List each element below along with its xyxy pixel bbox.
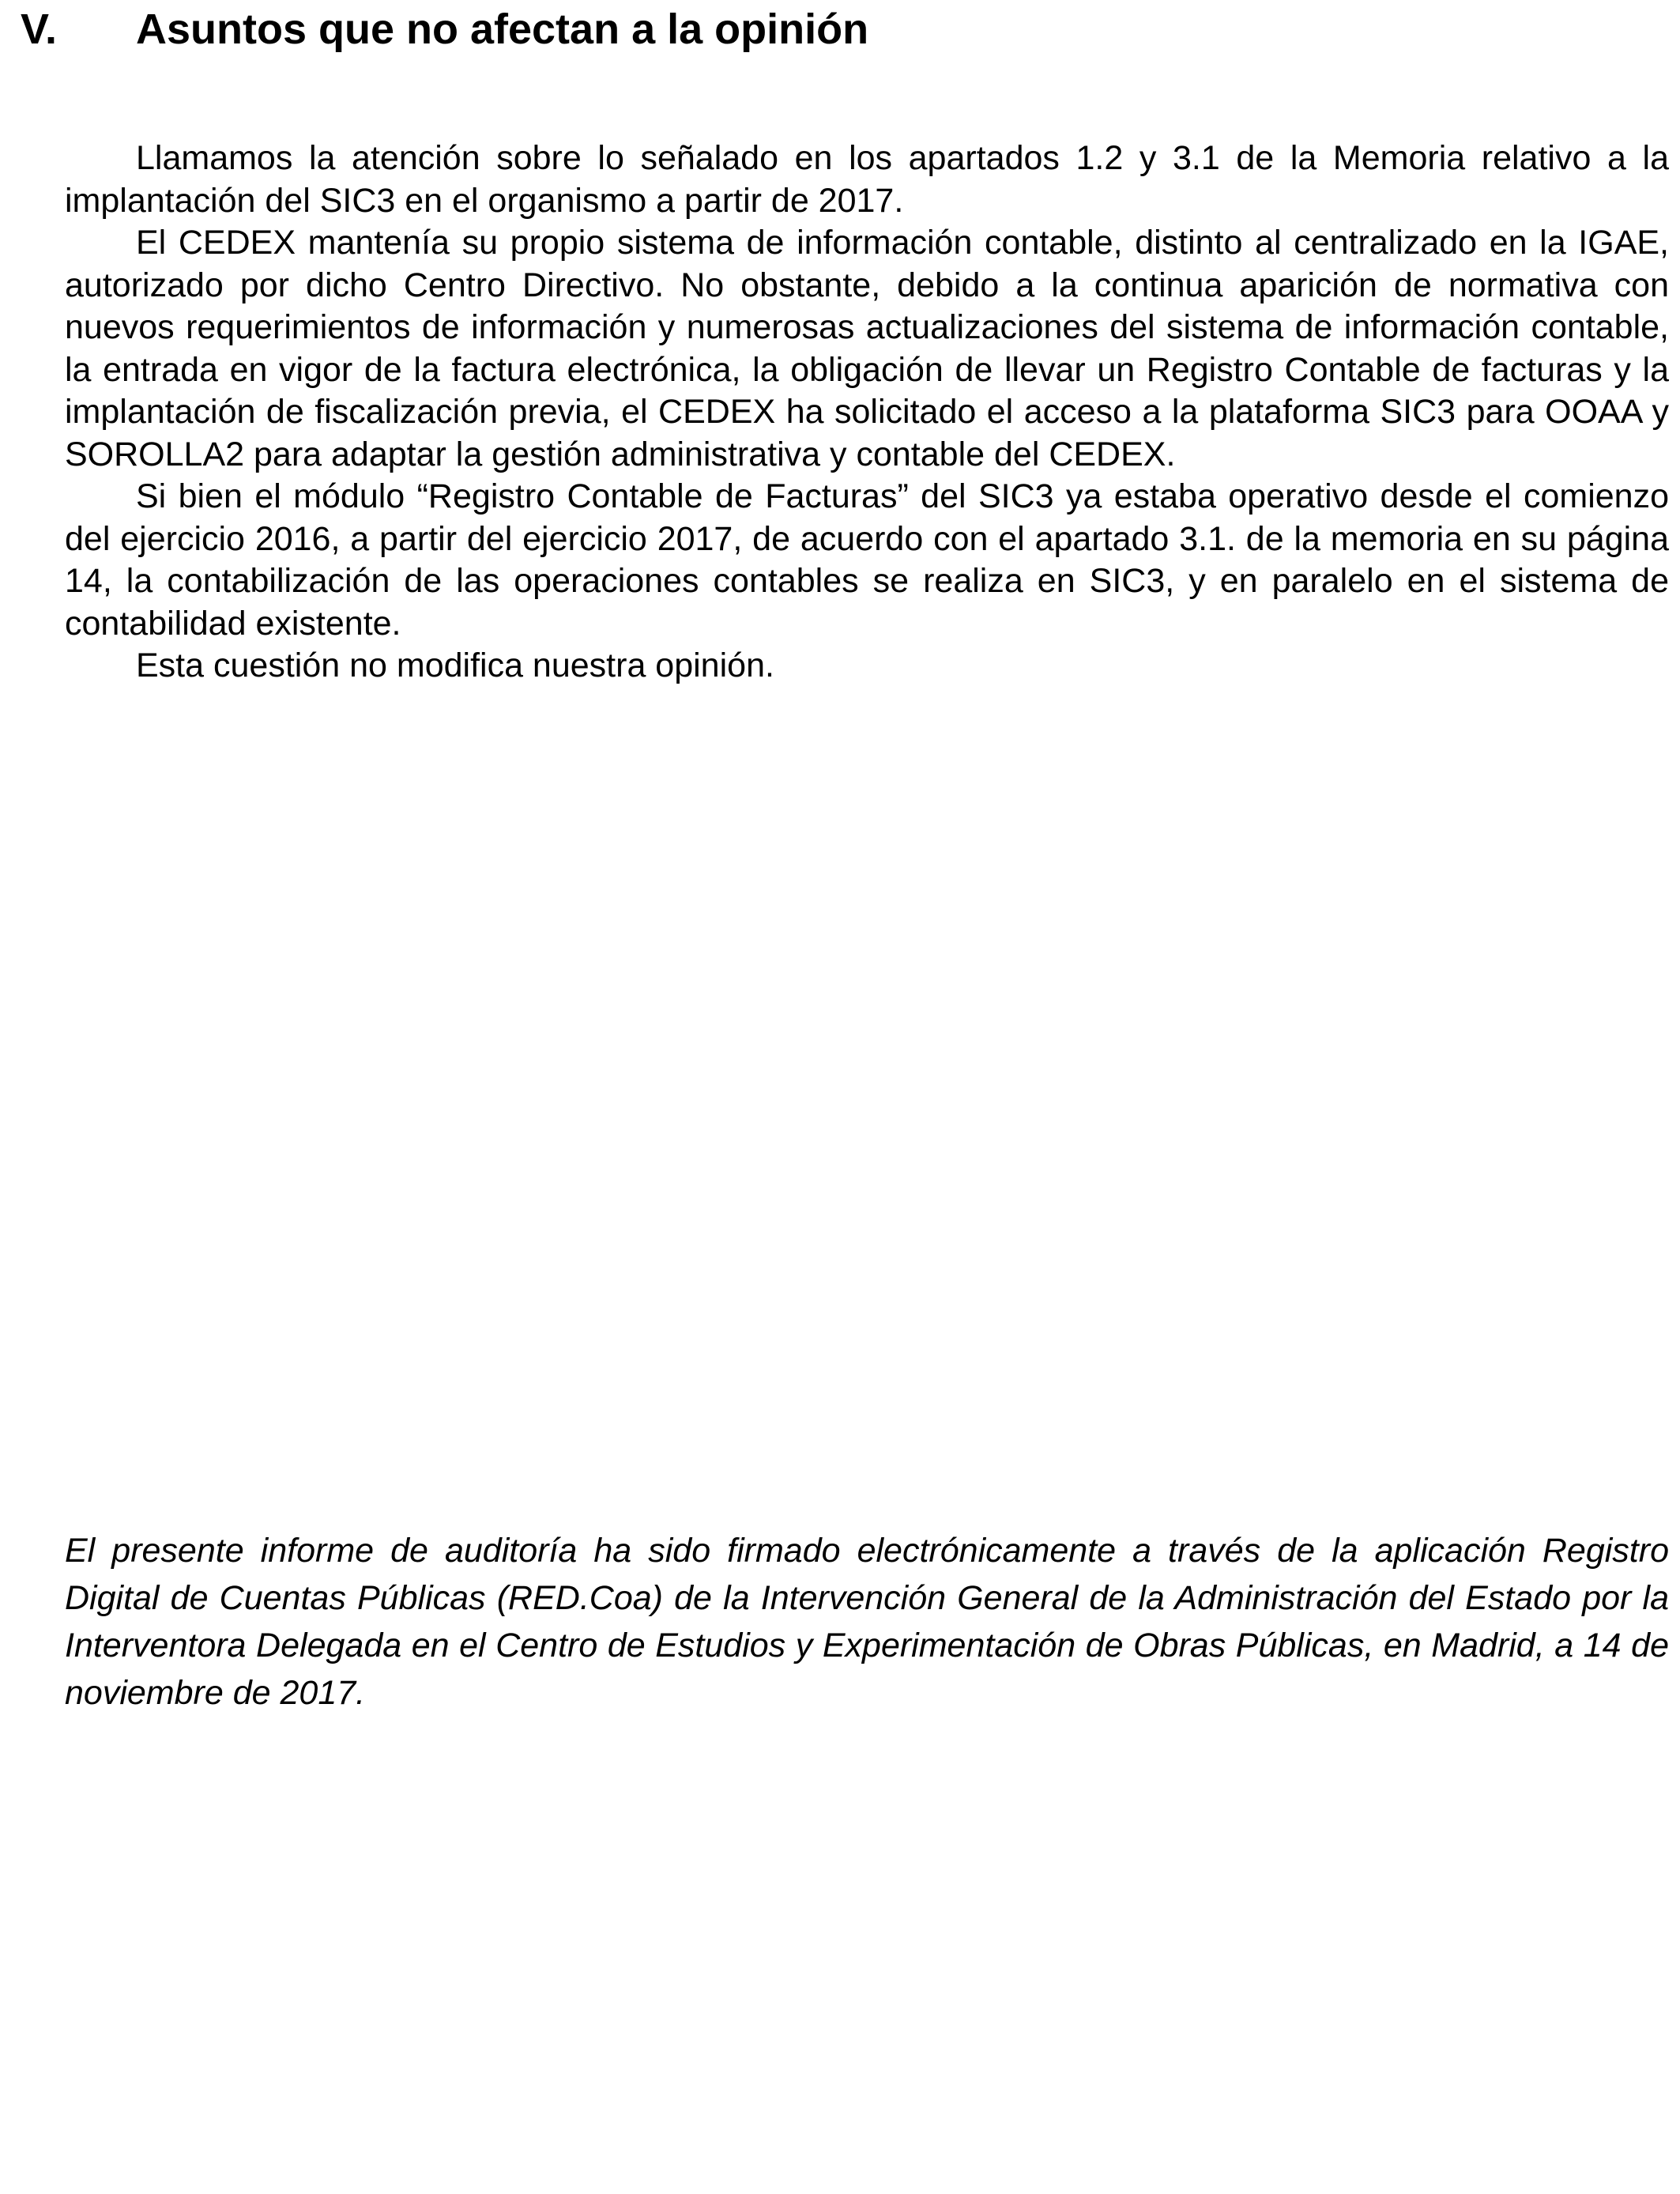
paragraph: Esta cuestión no modifica nuestra opinión. (136, 647, 774, 684)
section-title: Asuntos que no afectan a la opinión (136, 6, 869, 53)
signature-note-text: El presente informe de auditoría ha sido firmado electrónicamente a través de la aplicación Registro Digital de Cuentas Públicas (RED.Coa) de la Intervención General de la Administración del Estado por la Interventora Delegada en el Centro de Estudios y Experimentación de Obras Públicas, en Madrid, a 14 de noviembre de 2017. (65, 1532, 1669, 1712)
paragraph: Si bien el módulo “Registro Contable de Facturas” del SIC3 ya estaba operativo desde el comienzo del ejercicio 2016, a partir del ejercicio 2017, de acuerdo con el apartado 3.1. de la memoria en su página 14, la contabilización de las operaciones contables se realiza en SIC3, y en paralelo en el sistema de contabilidad existente. (65, 477, 1669, 643)
paragraph: El CEDEX mantenía su propio sistema de información contable, distinto al centralizado en la IGAE, autorizado por dicho Centro Directivo. No obstante, debido a la continua aparición de normativa con nuevos requerimientos de información y numerosas actualizaciones del sistema de información contable, la entrada en vigor de la factura electrónica, la obligación de llevar un Registro Contable de facturas y la implantación de fiscalización previa, el CEDEX ha solicitado el acceso a la plataforma SIC3 para OOAA y SOROLLA2 para adaptar la gestión administrativa y contable del CEDEX. (65, 224, 1669, 473)
section-heading (21, 5, 868, 54)
signature-note (65, 1527, 1669, 1717)
paragraph: Llamamos la atención sobre lo señalado en los apartados 1.2 y 3.1 de la Memoria relativo a la implantación del SIC3 en el organismo a partir de 2017. (65, 139, 1669, 220)
body-text (65, 138, 1669, 688)
section-number: V. (21, 6, 58, 53)
